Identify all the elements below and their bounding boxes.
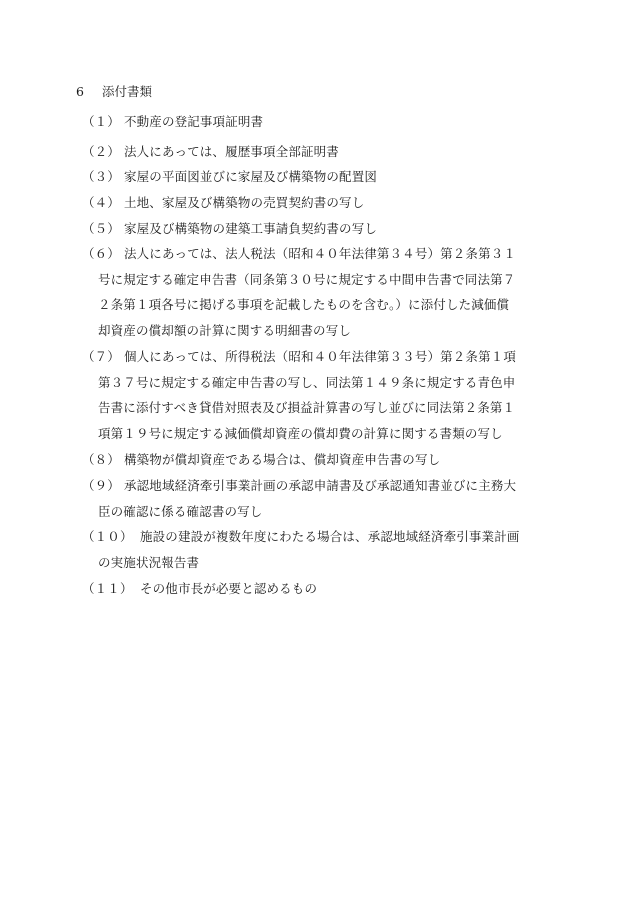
item-text-line: 告書に添付すべき貸借対照表及び損益計算書の写し並びに同法第２条第１ xyxy=(98,400,516,415)
item-marker: （２） xyxy=(82,144,120,159)
item-marker: （８） xyxy=(82,452,120,467)
item-text-line: 法人にあっては、履歴事項全部証明書 xyxy=(124,144,339,159)
section-title: 添付書類 xyxy=(102,84,153,99)
section-number: 6 xyxy=(76,84,84,99)
item-text-line: 施設の建設が複数年度にわたる場合は、承認地域経済牽引事業計画 xyxy=(140,529,520,544)
item-marker: （５） xyxy=(82,221,120,236)
item-text-line: 臣の確認に係る確認書の写し xyxy=(98,504,263,519)
section-heading xyxy=(76,84,152,100)
item-text-line: 家屋及び構築物の建築工事請負契約書の写し xyxy=(124,221,378,236)
item-text-line: ２条第１項各号に掲げる事項を記載したものを含む。）に添付した減価償 xyxy=(98,297,510,312)
item-marker: （１０） xyxy=(82,529,133,544)
item-text-line: 不動産の登記事項証明書 xyxy=(124,114,264,129)
item-text-line: 家屋の平面図並びに家屋及び構築物の配置図 xyxy=(124,169,378,184)
item-text-line: 土地、家屋及び構築物の売買契約書の写し xyxy=(124,195,365,210)
item-marker: （１１） xyxy=(82,581,133,596)
item-text-line: 号に規定する確定申告書（同条第３０号に規定する中間申告書で同法第７ xyxy=(98,272,516,287)
item-marker: （１） xyxy=(82,114,120,129)
item-marker: （９） xyxy=(82,478,120,493)
item-text-line: 却資産の償却額の計算に関する明細書の写し xyxy=(98,323,352,338)
item-text-line: 第３７号に規定する確定申告書の写し、同法第１４９条に規定する青色申 xyxy=(98,375,516,390)
item-text-line: 承認地域経済牽引事業計画の承認申請書及び承認通知書並びに主務大 xyxy=(124,478,517,493)
item-marker: （６） xyxy=(82,246,120,261)
item-text-line: 個人にあっては、所得税法（昭和４０年法律第３３号）第２条第１項 xyxy=(124,349,517,364)
item-text-line: 項第１９号に規定する減価償却資産の償却費の計算に関する書類の写し xyxy=(98,426,503,441)
item-text-line: 構築物が償却資産である場合は、償却資産申告書の写し xyxy=(124,452,441,467)
item-marker: （７） xyxy=(82,349,120,364)
item-marker: （３） xyxy=(82,169,120,184)
item-text-line: その他市長が必要と認めるもの xyxy=(140,581,318,596)
item-text-line: 法人にあっては、法人税法（昭和４０年法律第３４号）第２条第３１ xyxy=(124,246,517,261)
item-text-line: の実施状況報告書 xyxy=(98,555,200,570)
item-marker: （４） xyxy=(82,195,120,210)
